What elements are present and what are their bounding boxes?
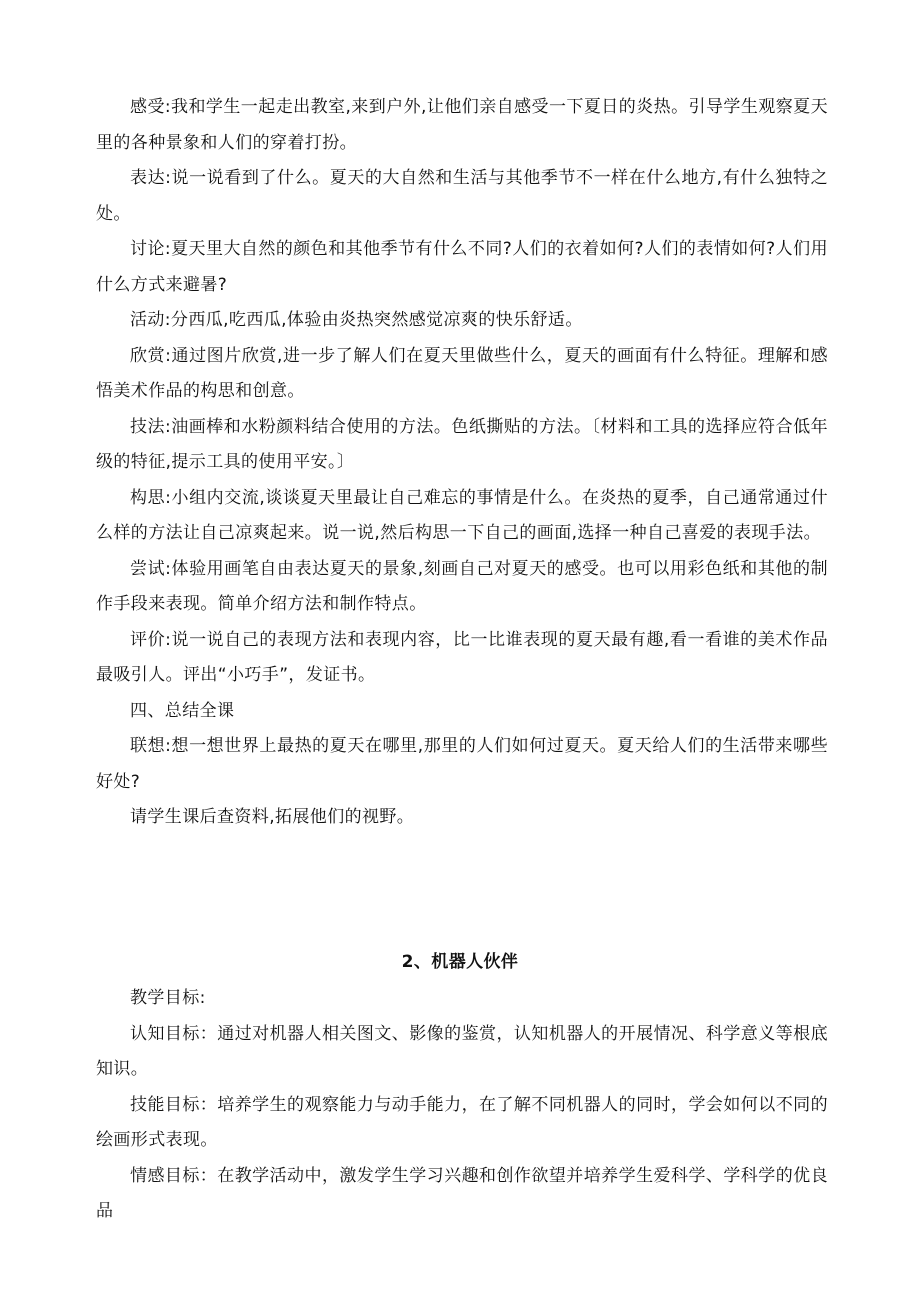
teaching-goals-heading: 教学目标: (130, 988, 206, 1008)
paragraph-emotional-goal: 情感目标：在教学活动中，激发学生学习兴趣和创作欲望并培养学生爱科学、学科学的优良品 (96, 1165, 828, 1221)
paragraph-conceive: 构思:小组内交流,谈谈夏天里最让自己难忘的事情是什么。在炎热的夏季，自己通常通过什么样的方法让自己凉爽起来。说一说,然后构思一下自己的画面,选择一种自己喜爱的表现手法。 (96, 487, 828, 543)
lesson-title: 2、机器人伙伴 (401, 952, 519, 972)
paragraph-associate: 联想:想一想世界上最热的夏天在哪里,那里的人们如何过夏天。夏天给人们的生活带来哪些好处? (96, 736, 828, 792)
paragraph-discuss: 讨论:夏天里大自然的颜色和其他季节有什么不同?人们的衣着如何?人们的表情如何?人们用什么方式来避暑? (96, 239, 828, 295)
paragraph-feel: 感受:我和学生一起走出教室,来到户外,让他们亲自感受一下夏日的炎热。引导学生观察夏天里的各种景象和人们的穿着打扮。 (96, 97, 828, 153)
lesson-plan-part-2 (96, 981, 828, 1230)
paragraph-appreciate: 欣赏:通过图片欣赏,进一步了解人们在夏天里做些什么，夏天的画面有什么特征。理解和感悟美术作品的构思和创意。 (96, 345, 828, 401)
paragraph-activity: 活动:分西瓜,吃西瓜,体验由炎热突然感觉凉爽的快乐舒适。 (130, 310, 583, 330)
paragraph-skill-goal: 技能目标：培养学生的观察能力与动手能力，在了解不同机器人的同时，学会如何以不同的绘画形式表现。 (96, 1094, 828, 1150)
paragraph-express: 表达:说一说看到了什么。夏天的大自然和生活与其他季节不一样在什么地方,有什么独特之处。 (96, 168, 828, 224)
lesson-plan-part-1 (96, 90, 828, 836)
paragraph-homework: 请学生课后查资料,拓展他们的视野。 (130, 807, 415, 827)
section-heading-summary: 四、总结全课 (130, 700, 235, 721)
paragraph-cognitive-goal: 认知目标：通过对机器人相关图文、影像的鉴赏，认知机器人的开展情况、科学意义等根底知识。 (96, 1023, 828, 1079)
paragraph-attempt: 尝试:体验用画笔自由表达夏天的景象,刻画自己对夏天的感受。也可以用彩色纸和其他的制作手段来表现。简单介绍方法和制作特点。 (96, 558, 828, 614)
paragraph-evaluate: 评价:说一说自己的表现方法和表现内容，比一比谁表现的夏天最有趣,看一看谁的美术作品最吸引人。评出“小巧手”，发证书。 (96, 629, 828, 685)
paragraph-technique: 技法:油画棒和水粉颜料结合使用的方法。色纸撕贴的方法。〔材料和工具的选择应符合低年级的特征,提示工具的使用平安。〕 (96, 416, 828, 472)
